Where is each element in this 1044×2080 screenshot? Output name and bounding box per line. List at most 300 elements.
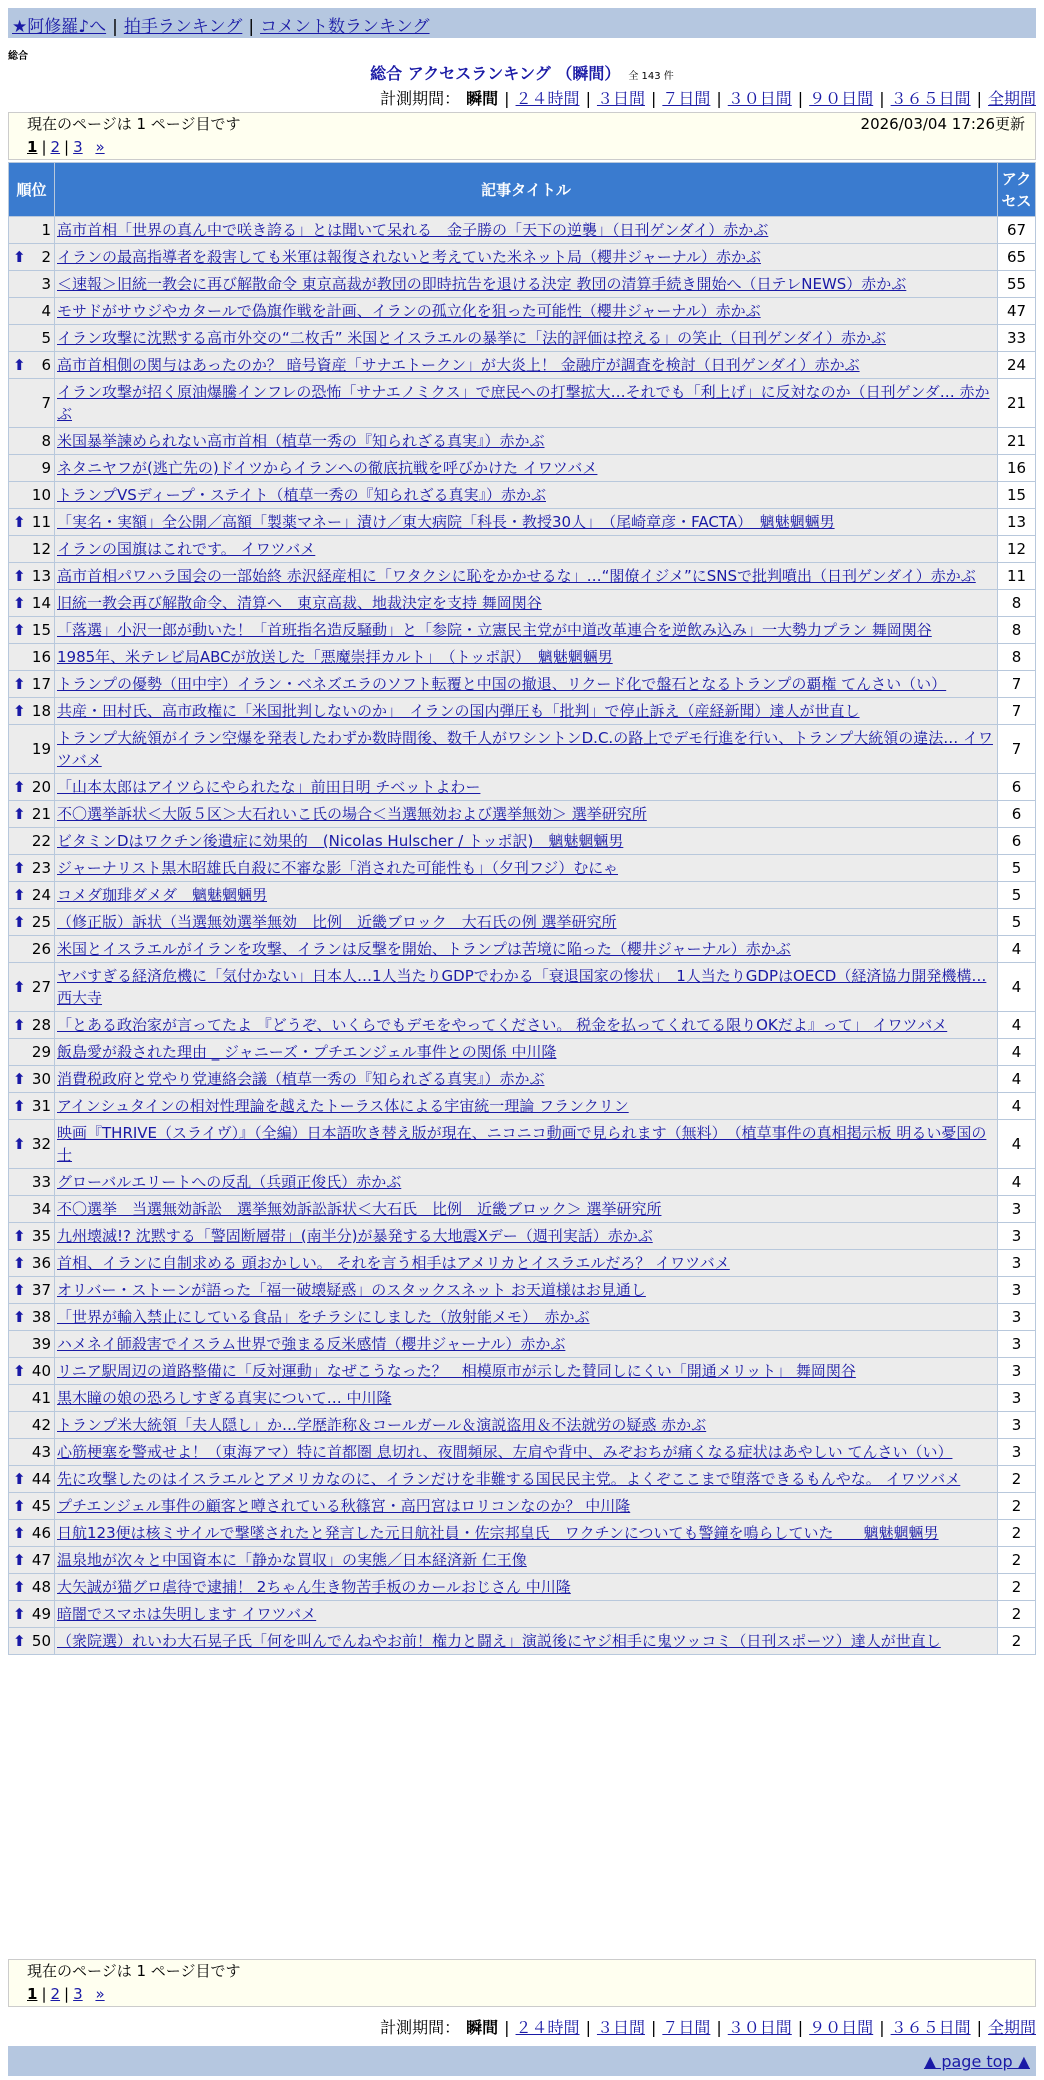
article-link[interactable]: 米国とイスラエルがイランを攻撃、イランは反撃を開始、トランプは苦境に陥った（櫻井ジャーナル）赤かぶ <box>57 940 791 958</box>
title-cell <box>55 590 998 617</box>
table-row <box>9 801 1036 828</box>
article-link[interactable]: 「とある政治家が言ってたよ 『どうぞ、いくらでもデモをやってください。 税金を払ってくれてる限りOKだよ』って」 イワツバメ <box>57 1016 948 1034</box>
period-separator: | <box>650 2018 657 2037</box>
rank-up-arrow-icon: ⬆ <box>13 567 26 585</box>
article-link[interactable]: 「落選」小沢一郎が動いた！「首班指名造反騒動」と「参院・立憲民主党が中道改革連合を逆飲み込み」一大勢力プラン 舞岡関谷 <box>57 621 932 639</box>
rank-cell <box>9 1223 55 1250</box>
table-row <box>9 963 1036 1012</box>
article-link[interactable]: コメダ珈琲ダメダ 魑魅魍魎男 <box>57 886 268 904</box>
access-count: 7 <box>998 671 1036 698</box>
article-link[interactable]: イラン攻撃が招く原油爆騰インフレの恐怖「サナエノミクス」で庶民への打撃拡大…それでも「利上げ」に反対なのか（日刊ゲンダ… 赤かぶ <box>57 383 990 423</box>
access-count: 6 <box>998 774 1036 801</box>
rank-cell <box>9 1520 55 1547</box>
article-link[interactable]: グローバルエリートへの反乱（兵頭正俊氏）赤かぶ <box>57 1173 402 1191</box>
rank-cell <box>9 1331 55 1358</box>
rank-up-arrow-icon: ⬆ <box>13 778 26 796</box>
table-row <box>9 428 1036 455</box>
access-count: 2 <box>998 1628 1036 1655</box>
article-link[interactable]: アインシュタインの相対性理論を越えたトーラス体による宇宙統一理論 フランクリン <box>57 1097 629 1115</box>
period-separator: | <box>585 2018 591 2037</box>
access-count: 4 <box>998 963 1036 1012</box>
rank-cell <box>9 1439 55 1466</box>
table-row <box>9 298 1036 325</box>
title-cell <box>55 271 998 298</box>
period-current: 瞬間 <box>466 2018 499 2037</box>
article-link[interactable]: 高市首相「世界の真ん中で咲き誇る」とは聞いて呆れる 金子勝の「天下の逆襲」（日刊ゲンダイ）赤かぶ <box>57 221 769 239</box>
title-cell <box>55 325 998 352</box>
table-row <box>9 1120 1036 1169</box>
period-24h-link[interactable]: ２４時間 <box>515 2018 580 2037</box>
table-row <box>9 774 1036 801</box>
rank-cell <box>9 217 55 244</box>
table-row <box>9 1466 1036 1493</box>
page-top-link[interactable]: ▲ page top ▲ <box>923 2052 1030 2071</box>
rank-cell <box>9 698 55 725</box>
article-link[interactable]: 不〇選挙訴状＜大阪５区＞大石れいこ氏の場合＜当選無効および選挙無効＞ 選挙研究所 <box>57 805 647 823</box>
rank-up-arrow-icon: ⬆ <box>13 859 26 877</box>
period-separator: | <box>976 2018 982 2037</box>
access-count: 3 <box>998 1304 1036 1331</box>
rank-up-arrow-icon: ⬆ <box>13 1097 26 1115</box>
access-count: 4 <box>998 1039 1036 1066</box>
page-1-link[interactable]: 1 <box>27 1985 38 2003</box>
title-cell <box>55 482 998 509</box>
rank-cell <box>9 936 55 963</box>
page-3-link[interactable]: 3 <box>73 1985 83 2003</box>
article-link[interactable]: 「実名・実額」全公開／高額「製薬マネー」漬け／東大病院「科長・教授30人」 （尾崎章彦・FACTA） 魑魅魍魎男 <box>57 513 835 531</box>
rank-number: 39 <box>31 1335 51 1353</box>
access-count: 4 <box>998 1169 1036 1196</box>
table-row <box>9 1601 1036 1628</box>
period-all-link[interactable]: 全期間 <box>987 89 1036 108</box>
table-row <box>9 1412 1036 1439</box>
article-link[interactable]: 心筋梗塞を警戒せよ！（東海アマ）特に首都圏 息切れ、夜間頻尿、左肩や背中、みぞおちが痛くなる症状はあやしい てんさい（い） <box>57 1443 953 1461</box>
page-1-link[interactable]: 1 <box>27 138 38 156</box>
article-link[interactable]: モサドがサウジやカタールで偽旗作戦を計画、イランの孤立化を狙った可能性（櫻井ジャーナル）赤かぶ <box>57 302 761 320</box>
rank-up-arrow-icon: ⬆ <box>13 1578 26 1596</box>
table-row <box>9 936 1036 963</box>
next-page-link[interactable]: » <box>95 1985 105 2003</box>
rank-up-arrow-icon: ⬆ <box>13 886 26 904</box>
article-link[interactable]: ＜速報＞旧統一教会に再び解散命令 東京高裁が教団の即時抗告を退ける決定 教団の清算手続き開始へ（日テレNEWS）赤かぶ <box>57 275 907 293</box>
access-count: 4 <box>998 1120 1036 1169</box>
table-row <box>9 671 1036 698</box>
article-link[interactable]: プチエンジェル事件の顧客と噂されている秋篠宮・高円宮はロリコンなのか？ 中川隆 <box>57 1497 631 1515</box>
page-2-link[interactable]: 2 <box>50 1985 61 2003</box>
article-link[interactable]: 黒木瞳の娘の恐ろしすぎる真実について… 中川隆 <box>57 1389 392 1407</box>
table-row <box>9 1547 1036 1574</box>
title-cell <box>55 352 998 379</box>
rank-cell <box>9 1120 55 1169</box>
rank-up-arrow-icon: ⬆ <box>13 356 26 374</box>
rank-up-arrow-icon: ⬆ <box>13 1524 26 1542</box>
rank-up-arrow-icon: ⬆ <box>13 1070 26 1088</box>
rank-number: 13 <box>31 567 51 585</box>
ranking-rows <box>9 217 1036 1655</box>
article-link[interactable]: 先に攻撃したのはイスラエルとアメリカなのに、イランだけを非難する国民民主党。よくぞここまで堕落できるもんやな。 イワツバメ <box>57 1470 961 1488</box>
table-row <box>9 244 1036 271</box>
access-count: 4 <box>998 1066 1036 1093</box>
period-7d-link[interactable]: ７日間 <box>662 89 711 108</box>
access-column-header: アクセス <box>998 163 1036 217</box>
article-link[interactable]: トランプVSディープ・ステイト（植草一秀の『知られざる真実』）赤かぶ <box>57 486 546 504</box>
period-separator: | <box>879 2018 885 2037</box>
bottom-bar <box>8 2046 1036 2076</box>
article-link[interactable]: リニア駅周辺の道路整備に「反対運動」なぜこうなった？ 相模原市が示した賛同しにくい「開通メリット」 舞岡関谷 <box>57 1362 856 1380</box>
table-row <box>9 1250 1036 1277</box>
access-count: 3 <box>998 1223 1036 1250</box>
page-separator: | <box>41 1985 47 2003</box>
article-link[interactable]: 暗闇でスマホは失明します イワツバメ <box>57 1605 317 1623</box>
page-separator: | <box>64 1985 70 2003</box>
article-link[interactable]: 飯島愛が殺された理由 _ ジャニーズ・プチエンジェル事件との関係 中川隆 <box>57 1043 557 1061</box>
article-link[interactable]: （衆院選）れいわ大石晃子氏「何を叫んでんねやお前！権力と闘え」演説後にヤジ相手に鬼ツッコミ（日刊スポーツ）達人が世直し <box>57 1632 941 1650</box>
table-row <box>9 217 1036 244</box>
pagination-top <box>8 112 1036 160</box>
rank-up-arrow-icon: ⬆ <box>13 1281 26 1299</box>
rank-number: 28 <box>31 1016 51 1034</box>
access-count: 5 <box>998 909 1036 936</box>
article-link[interactable]: 日航123便は核ミサイルで撃墜されたと発言した元日航社員・佐宗邦皇氏 ワクチンについても警鐘を鳴らしていた 魑魅魍魎男 <box>57 1524 939 1542</box>
access-count: 7 <box>998 698 1036 725</box>
rank-up-arrow-icon: ⬆ <box>13 675 26 693</box>
access-count: 8 <box>998 644 1036 671</box>
page-3-link[interactable]: 3 <box>73 138 83 156</box>
ranking-title: 総合 アクセスランキング （瞬間） <box>370 64 621 83</box>
access-count: 3 <box>998 1250 1036 1277</box>
rank-cell <box>9 725 55 774</box>
article-link[interactable]: 大矢誠が猫グロ虐待で逮捕！ 2ちゃん生き物苦手板のカールおじさん 中川隆 <box>57 1578 571 1596</box>
title-cell <box>55 1439 998 1466</box>
period-365d-link[interactable]: ３６５日間 <box>890 2018 971 2037</box>
rank-number: 45 <box>31 1497 51 1515</box>
access-count: 3 <box>998 1385 1036 1412</box>
table-row <box>9 379 1036 428</box>
article-link[interactable]: 旧統一教会再び解散命令、清算へ 東京高裁、地裁決定を支持 舞岡関谷 <box>57 594 542 612</box>
rank-cell <box>9 617 55 644</box>
category-label: 総合 <box>8 51 28 62</box>
access-count: 4 <box>998 936 1036 963</box>
rank-cell <box>9 882 55 909</box>
article-link[interactable]: トランプ米大統領「夫人隠し」か…学歴詐称＆コールガール＆演説盗用＆不法就労の疑惑 赤かぶ <box>57 1416 707 1434</box>
rank-number: 42 <box>31 1416 51 1434</box>
title-cell <box>55 379 998 428</box>
ranking-table <box>8 162 1036 1655</box>
table-row <box>9 1196 1036 1223</box>
access-count: 16 <box>998 455 1036 482</box>
comment-ranking-link[interactable]: コメント数ランキング <box>260 17 430 37</box>
access-count: 67 <box>998 217 1036 244</box>
article-link[interactable]: ネタニヤフが(逃亡先の)ドイツからイランへの徹底抗戦を呼びかけた イワツバメ <box>57 459 598 477</box>
table-row <box>9 725 1036 774</box>
period-selector-bottom <box>380 2015 1036 2038</box>
title-cell <box>55 725 998 774</box>
article-link[interactable]: 不〇選挙 当選無効訴訟 選挙無効訴訟訴状＜大石氏 比例 近畿ブロック＞ 選挙研究所 <box>57 1200 662 1218</box>
title-cell <box>55 1412 998 1439</box>
rank-cell <box>9 1250 55 1277</box>
rank-number: 41 <box>31 1389 51 1407</box>
rank-number: 38 <box>31 1308 51 1326</box>
title-cell <box>55 1223 998 1250</box>
title-cell <box>55 1196 998 1223</box>
table-row <box>9 1039 1036 1066</box>
title-cell <box>55 1304 998 1331</box>
article-link[interactable]: 1985年、米テレビ局ABCが放送した「悪魔崇拝カルト」 （トッポ訳） 魑魅魍魎男 <box>57 648 613 666</box>
article-link[interactable]: 「山本太郎はアイツらにやられたな」前田日明 チベットよわー <box>57 778 481 796</box>
table-row <box>9 590 1036 617</box>
access-count: 11 <box>998 563 1036 590</box>
rank-cell <box>9 774 55 801</box>
access-count: 2 <box>998 1547 1036 1574</box>
article-link[interactable]: （修正版）訴状（当選無効選挙無効 比例 近畿ブロック 大石氏の例 選挙研究所 <box>57 913 617 931</box>
page-2-link[interactable]: 2 <box>50 138 61 156</box>
rank-number: 5 <box>41 329 51 347</box>
rank-up-arrow-icon: ⬆ <box>13 1308 26 1326</box>
rank-number: 6 <box>41 356 51 374</box>
page-title <box>0 61 1044 84</box>
table-row <box>9 352 1036 379</box>
article-link[interactable]: 温泉地が次々と中国資本に「静かな買収」の実態／日本経済新 仁王像 <box>57 1551 527 1569</box>
rank-cell <box>9 1412 55 1439</box>
table-row <box>9 1439 1036 1466</box>
article-link[interactable]: 高市首相パワハラ国会の一部始終 赤沢経産相に「ワタクシに恥をかかせるな」…“閣僚イジメ”にSNSで批判噴出（日刊ゲンダイ）赤かぶ <box>57 567 976 585</box>
period-90d-link[interactable]: ９０日間 <box>809 2018 874 2037</box>
article-link[interactable]: ビタミンDはワクチン後遺症に効果的 (Nicolas Hulscher / トッポ訳) 魑魅魍魎男 <box>57 832 624 850</box>
period-separator: | <box>797 89 804 108</box>
rank-cell <box>9 563 55 590</box>
period-3d-link[interactable]: ３日間 <box>596 89 645 108</box>
title-cell <box>55 1520 998 1547</box>
table-row <box>9 1331 1036 1358</box>
title-cell <box>55 644 998 671</box>
rank-up-arrow-icon: ⬆ <box>13 1135 26 1153</box>
article-link[interactable]: ヤバすぎる経済危機に「気付かない」日本人…1人当たりGDPでわかる「衰退国家の惨状」 1人当たりGDPはOECD（経済協力開発機構… 西大寺 <box>57 967 987 1007</box>
rank-number: 7 <box>41 394 51 412</box>
rank-number: 30 <box>31 1070 51 1088</box>
rank-cell <box>9 1304 55 1331</box>
rank-number: 48 <box>31 1578 51 1596</box>
rank-cell <box>9 1169 55 1196</box>
table-row <box>9 855 1036 882</box>
rank-up-arrow-icon: ⬆ <box>13 621 26 639</box>
title-cell <box>55 1331 998 1358</box>
access-count: 6 <box>998 828 1036 855</box>
period-current: 瞬間 <box>466 89 499 108</box>
access-count: 6 <box>998 801 1036 828</box>
article-link[interactable]: ハメネイ師殺害でイスラム世界で強まる反米感情（櫻井ジャーナル）赤かぶ <box>57 1335 566 1353</box>
article-link[interactable]: イランの最高指導者を殺害しても米軍は報復されないと考えていた米ネット局（櫻井ジャーナル）赤かぶ <box>57 248 761 266</box>
rank-number: 43 <box>31 1443 51 1461</box>
title-cell <box>55 509 998 536</box>
rank-number: 31 <box>31 1097 51 1115</box>
title-cell <box>55 428 998 455</box>
rank-cell <box>9 801 55 828</box>
title-cell <box>55 455 998 482</box>
rank-number: 29 <box>31 1043 51 1061</box>
updated-timestamp: 2026/03/04 17:26更新 <box>860 115 1025 133</box>
rank-cell <box>9 1493 55 1520</box>
period-365d-link[interactable]: ３６５日間 <box>890 89 971 108</box>
title-cell <box>55 1493 998 1520</box>
period-7d-link[interactable]: ７日間 <box>662 2018 711 2037</box>
article-link[interactable]: 米国暴挙諫められない高市首相（植草一秀の『知られざる真実』）赤かぶ <box>57 432 545 450</box>
article-link[interactable]: イランの国旗はこれです。 イワツバメ <box>57 540 316 558</box>
title-cell <box>55 1012 998 1039</box>
rank-number: 3 <box>41 275 51 293</box>
period-label: 計測期間： <box>380 2018 461 2037</box>
title-cell <box>55 801 998 828</box>
access-count: 3 <box>998 1358 1036 1385</box>
period-separator: | <box>504 2018 510 2037</box>
page-separator: | <box>64 138 70 156</box>
rank-cell <box>9 379 55 428</box>
rank-cell <box>9 244 55 271</box>
rank-up-arrow-icon: ⬆ <box>13 594 26 612</box>
rank-up-arrow-icon: ⬆ <box>13 805 26 823</box>
table-row <box>9 1093 1036 1120</box>
title-cell <box>55 1169 998 1196</box>
table-row <box>9 1012 1036 1039</box>
rank-number: 12 <box>31 540 51 558</box>
rank-number: 4 <box>41 302 51 320</box>
article-link[interactable]: オリバー・ストーンが語った「福一破壊疑惑」のスタックスネット お天道様はお見通し <box>57 1281 646 1299</box>
rank-number: 49 <box>31 1605 51 1623</box>
title-cell <box>55 244 998 271</box>
article-link[interactable]: イラン攻撃に沈黙する高市外交の“二枚舌” 米国とイスラエルの暴挙に「法的評価は控える」の笑止（日刊ゲンダイ）赤かぶ <box>57 329 886 347</box>
rank-number: 15 <box>31 621 51 639</box>
period-separator: | <box>650 89 657 108</box>
rank-cell <box>9 1012 55 1039</box>
article-link[interactable]: トランプの優勢（田中宇）イラン・ベネズエラのソフト転覆と中国の撤退、リクード化で盤石となるトランプの覇権 てんさい（い） <box>57 675 947 693</box>
rank-cell <box>9 1358 55 1385</box>
rank-cell <box>9 644 55 671</box>
period-24h-link[interactable]: ２４時間 <box>515 89 580 108</box>
rank-number: 10 <box>31 486 51 504</box>
table-row <box>9 1277 1036 1304</box>
rank-cell <box>9 482 55 509</box>
table-row <box>9 1385 1036 1412</box>
access-count: 7 <box>998 725 1036 774</box>
period-30d-link[interactable]: ３０日間 <box>727 89 792 108</box>
access-count: 2 <box>998 1493 1036 1520</box>
rank-number: 26 <box>31 940 51 958</box>
next-page-link[interactable]: » <box>95 138 105 156</box>
rank-cell <box>9 271 55 298</box>
title-cell <box>55 1066 998 1093</box>
rank-up-arrow-icon: ⬆ <box>13 1227 26 1245</box>
rank-cell <box>9 1547 55 1574</box>
period-separator: | <box>504 89 510 108</box>
title-cell <box>55 217 998 244</box>
table-row <box>9 563 1036 590</box>
access-count: 33 <box>998 325 1036 352</box>
rank-cell <box>9 1385 55 1412</box>
table-row <box>9 828 1036 855</box>
title-cell <box>55 1628 998 1655</box>
rank-cell <box>9 352 55 379</box>
table-row <box>9 1358 1036 1385</box>
article-link[interactable]: 消費税政府と党やり党連絡会議（植草一秀の『知られざる真実』）赤かぶ <box>57 1070 545 1088</box>
period-30d-link[interactable]: ３０日間 <box>727 2018 792 2037</box>
rank-cell <box>9 909 55 936</box>
access-count: 2 <box>998 1466 1036 1493</box>
rank-cell <box>9 298 55 325</box>
title-cell <box>55 563 998 590</box>
title-cell <box>55 909 998 936</box>
access-count: 13 <box>998 509 1036 536</box>
title-column-header: 記事タイトル <box>55 163 998 217</box>
title-cell <box>55 1277 998 1304</box>
access-count: 2 <box>998 1520 1036 1547</box>
table-row <box>9 1574 1036 1601</box>
rank-cell <box>9 1066 55 1093</box>
rank-cell <box>9 590 55 617</box>
rank-column-header: 順位 <box>9 163 55 217</box>
title-cell <box>55 936 998 963</box>
access-count: 5 <box>998 882 1036 909</box>
page-separator: | <box>41 138 47 156</box>
rank-cell <box>9 1574 55 1601</box>
period-3d-link[interactable]: ３日間 <box>596 2018 645 2037</box>
rank-up-arrow-icon: ⬆ <box>13 978 26 996</box>
access-count: 8 <box>998 590 1036 617</box>
article-link[interactable]: 首相、イランに自制求める 頭おかしい。 それを言う相手はアメリカとイスラエルだろ？ イワツバメ <box>57 1254 730 1272</box>
pagination-bottom <box>8 1959 1036 2007</box>
title-cell <box>55 671 998 698</box>
title-cell <box>55 617 998 644</box>
period-separator: | <box>585 89 591 108</box>
article-link[interactable]: 「世界が輸入禁止にしている食品」をチラシにしました（放射能メモ） 赤かぶ <box>57 1308 590 1326</box>
rank-cell <box>9 1628 55 1655</box>
rank-number: 25 <box>31 913 51 931</box>
table-row <box>9 882 1036 909</box>
access-count: 12 <box>998 536 1036 563</box>
access-count: 47 <box>998 298 1036 325</box>
rank-number: 40 <box>31 1362 51 1380</box>
table-row <box>9 509 1036 536</box>
title-cell <box>55 1039 998 1066</box>
rank-number: 2 <box>41 248 51 266</box>
rank-number: 11 <box>31 513 51 531</box>
total-count: 全 143 件 <box>628 71 674 82</box>
title-cell <box>55 298 998 325</box>
access-count: 24 <box>998 352 1036 379</box>
table-row <box>9 1493 1036 1520</box>
article-link[interactable]: 高市首相側の関与はあったのか？ 暗号資産「サナエトークン」が大炎上！ 金融庁が調査を検討（日刊ゲンダイ）赤かぶ <box>57 356 860 374</box>
title-cell <box>55 1385 998 1412</box>
article-link[interactable]: 映画『THRIVE（スライヴ）』（全編）日本語吹き替え版が現在、ニコニコ動画で見られます（無料） （植草事件の真相掲示板 明るい憂国の士 <box>57 1124 987 1164</box>
access-count: 2 <box>998 1601 1036 1628</box>
access-count: 8 <box>998 617 1036 644</box>
period-all-link[interactable]: 全期間 <box>987 2018 1036 2037</box>
home-link[interactable]: ★阿修羅♪へ <box>12 17 107 37</box>
period-90d-link[interactable]: ９０日間 <box>809 89 874 108</box>
article-link[interactable]: ジャーナリスト黒木昭雄氏自殺に不審な影「消された可能性も」（夕刊フジ）むにゃ <box>57 859 619 877</box>
article-link[interactable]: 九州壊滅!? 沈黙する「警固断層帯」(南半分)が暴発する大地震Xデー（週刊実話）赤かぶ <box>57 1227 653 1245</box>
applause-ranking-link[interactable]: 拍手ランキング <box>123 17 243 37</box>
article-link[interactable]: トランプ大統領がイラン空爆を発表したわずか数時間後、数千人がワシントンD.C.の路上でデモ行進を行い、トランプ大統領の違法… イワツバメ <box>57 729 993 769</box>
rank-up-arrow-icon: ⬆ <box>13 248 26 266</box>
article-link[interactable]: 共産・田村氏、高市政権に「米国批判しないのか」 イランの国内弾圧も「批判」で停止訴え（産経新聞）達人が世直し <box>57 702 860 720</box>
nav-separator: | <box>248 17 255 37</box>
rank-cell <box>9 1277 55 1304</box>
rank-cell <box>9 455 55 482</box>
table-row <box>9 1520 1036 1547</box>
table-row <box>9 1169 1036 1196</box>
rank-number: 24 <box>31 886 51 904</box>
table-row <box>9 698 1036 725</box>
rank-up-arrow-icon: ⬆ <box>13 1605 26 1623</box>
